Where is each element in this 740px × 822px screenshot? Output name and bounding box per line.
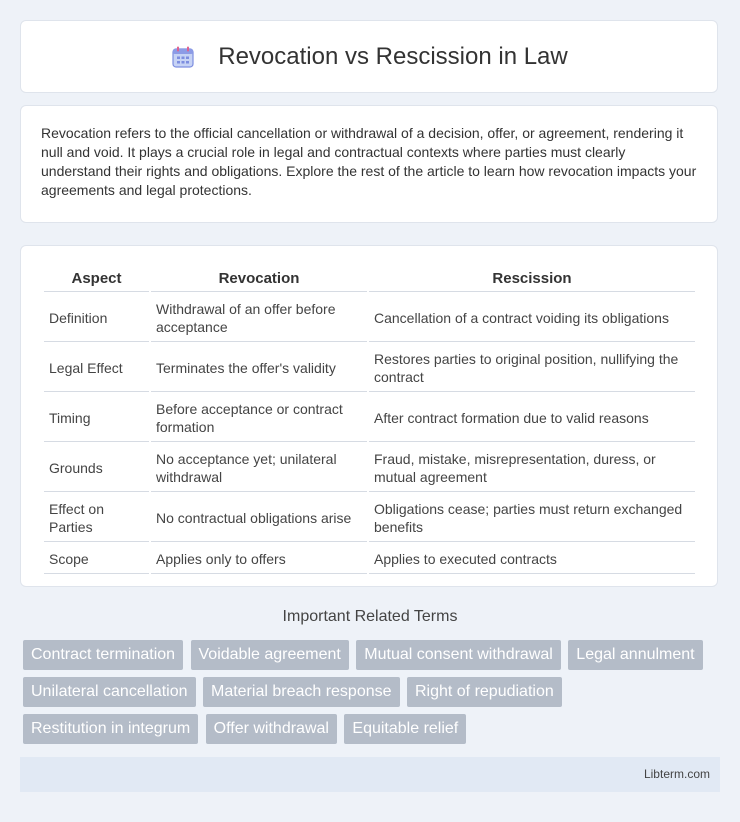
related-terms-title: Important Related Terms <box>282 608 458 625</box>
table-cell: Timing <box>44 394 149 442</box>
related-term-tag[interactable]: Voidable agreement <box>191 640 349 670</box>
table-cell: Fraud, mistake, misrepresentation, duress, or mutual agreement <box>369 444 695 492</box>
table-cell: After contract formation due to valid reasons <box>369 394 695 442</box>
page-title: Revocation vs Rescission in Law <box>218 42 568 70</box>
table-row <box>44 344 695 392</box>
table-cell: Withdrawal of an offer before acceptance <box>151 294 367 342</box>
table-cell: Cancellation of a contract voiding its obligations <box>369 294 695 342</box>
table-row <box>44 294 695 342</box>
footer <box>20 757 720 792</box>
related-term-tag[interactable]: Equitable relief <box>344 714 466 744</box>
table-cell: Applies only to offers <box>151 544 367 574</box>
comparison-table-card <box>20 245 718 587</box>
table-cell: Grounds <box>44 444 149 492</box>
footer-site-link[interactable]: Libterm.com <box>643 767 710 781</box>
related-term-tag[interactable]: Legal annulment <box>568 640 702 670</box>
related-term-tag[interactable]: Contract termination <box>23 640 183 670</box>
table-cell: Legal Effect <box>44 344 149 392</box>
calendar-icon <box>170 44 196 70</box>
related-term-tag[interactable]: Right of repudiation <box>407 677 562 707</box>
intro-text: Revocation refers to the official cancellation or withdrawal of a decision, offer, or agreement, rendering it null and void. It plays a crucial role in legal and contractual contexts where parties must clearly understand their rights and obligations. Explore the rest of the article to learn how revocation impacts your agreements and legal protections. <box>41 125 697 198</box>
table-cell: Terminates the offer's validity <box>151 344 367 392</box>
related-term-tag[interactable]: Mutual consent withdrawal <box>356 640 561 670</box>
column-header-aspect: Aspect <box>44 268 149 292</box>
table-cell: Effect on Parties <box>44 494 149 542</box>
table-cell: Scope <box>44 544 149 574</box>
table-cell: No acceptance yet; unilateral withdrawal <box>151 444 367 492</box>
table-cell: Obligations cease; parties must return exchanged benefits <box>369 494 695 542</box>
related-term-tag[interactable]: Restitution in integrum <box>23 714 198 744</box>
table-cell: No contractual obligations arise <box>151 494 367 542</box>
column-header-rescission: Rescission <box>369 268 695 292</box>
column-header-revocation: Revocation <box>151 268 367 292</box>
related-term-tag[interactable]: Offer withdrawal <box>206 714 337 744</box>
header-card <box>20 20 718 93</box>
table-row <box>44 544 695 574</box>
related-term-tag[interactable]: Material breach response <box>203 677 400 707</box>
table-cell: Definition <box>44 294 149 342</box>
related-term-tag[interactable]: Unilateral cancellation <box>23 677 196 707</box>
table-cell: Before acceptance or contract formation <box>151 394 367 442</box>
related-terms-list <box>23 640 723 751</box>
table-header-row <box>44 268 695 292</box>
table-row <box>44 444 695 492</box>
table-row <box>44 394 695 442</box>
table-cell: Applies to executed contracts <box>369 544 695 574</box>
intro-card <box>20 105 718 223</box>
table-row <box>44 494 695 542</box>
comparison-table <box>42 266 697 576</box>
table-cell: Restores parties to original position, nullifying the contract <box>369 344 695 392</box>
